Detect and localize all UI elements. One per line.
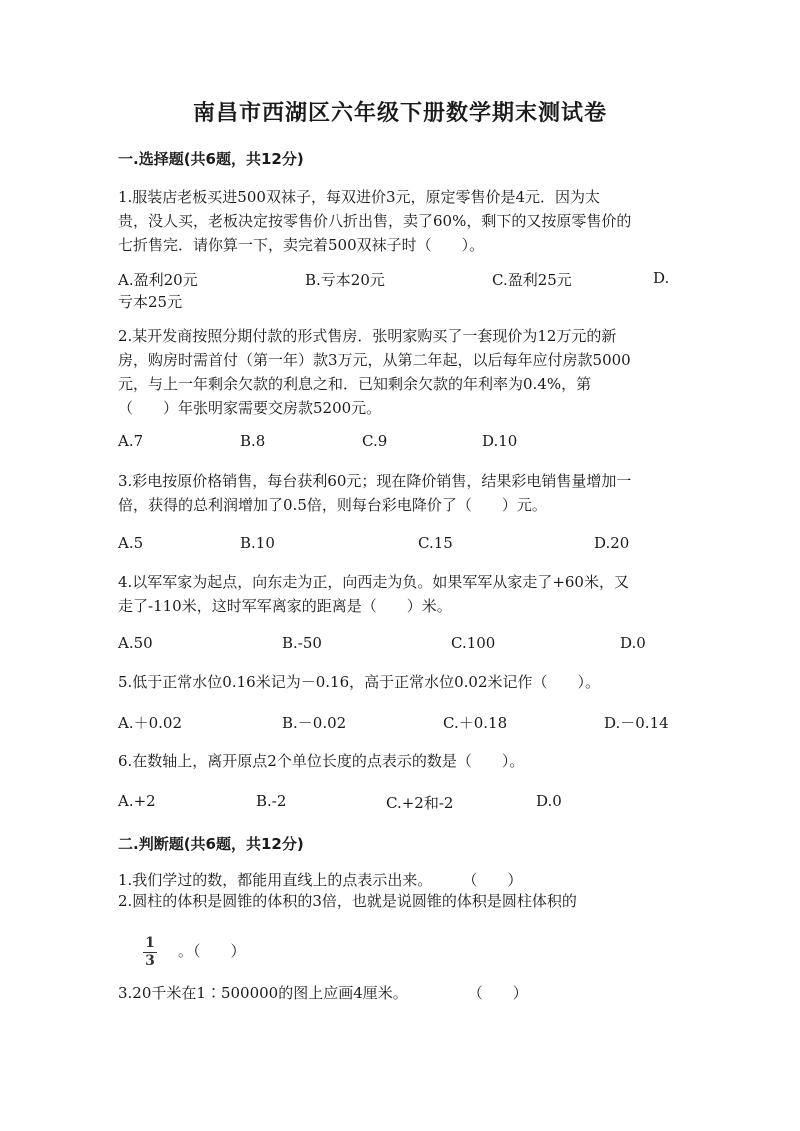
option-d[interactable]: D.－0.14 [604,714,669,732]
judgement-item-2: 2.圆柱的体积是圆锥的体积的3倍，也就是说圆锥的体积是圆柱体积的 [118,892,577,910]
option-a[interactable]: A.盈利20元 [118,271,198,289]
question-line: 1.服装店老板买进500双袜子，每双进价3元，原定零售价是4元．因为太 [118,188,601,206]
question-line: 贵，没人买，老板决定按零售价八折出售，卖了60%，剩下的又按原零售价的 [118,212,632,230]
option-d[interactable]: D.20 [594,534,630,552]
option-b[interactable]: B.10 [240,534,275,552]
section-heading-judgement: 二.判断题(共6题，共12分) [118,835,304,853]
option-c[interactable]: C.+2和-2 [386,794,454,812]
option-b[interactable]: B.－0.02 [282,714,347,732]
option-a[interactable]: A.+2 [118,792,156,810]
question-line: 倍，获得的总利润增加了0.5倍，则每台彩电降价了（ ）元。 [118,496,547,514]
question-1 [118,185,684,257]
option-c[interactable]: C.15 [418,534,453,552]
option-c[interactable]: C.9 [362,432,388,450]
question-3 [118,469,684,517]
option-a[interactable]: A.5 [118,534,144,552]
question-line: 七折售完．请你算一下，卖完着500双袜子时（ ）。 [118,236,485,254]
question-line: 2.某开发商按照分期付款的形式售房．张明家购买了一套现价为12万元的新 [118,327,617,345]
option-b[interactable]: B.-50 [282,634,322,652]
section-heading-choice: 一.选择题(共6题，共12分) [118,150,304,168]
question-line: 3.彩电按原价格销售，每台获利60元；现在降价销售，结果彩电销售量增加一 [118,472,632,490]
question-line: （ ）年张明家需要交房款5200元。 [118,399,382,417]
option-d[interactable]: D. [653,269,670,287]
question-2 [118,324,684,420]
question-6 [118,749,684,773]
fraction-denominator: 3 [145,953,155,969]
option-c[interactable]: C.盈利25元 [492,271,572,289]
option-a[interactable]: A.＋0.02 [118,714,182,732]
option-d[interactable]: D.0 [536,792,562,810]
option-d[interactable]: D.10 [482,432,518,450]
question-5 [118,670,684,694]
judgement-item-1: 1.我们学过的数，都能用直线上的点表示出来。 （ ） [118,871,523,889]
question-4 [118,570,684,618]
option-b[interactable]: B.8 [240,432,266,450]
judgement-item-2-blank: 。（ ） [178,942,246,960]
option-a[interactable]: A.50 [118,634,153,652]
option-b[interactable]: B.-2 [256,792,287,810]
question-line: 房，购房时需首付（第一年）款3万元，从第二年起，以后每年应付房款5000 [118,351,631,369]
fraction-one-third [143,936,157,969]
page-title: 南昌市西湖区六年级下册数学期末测试卷 [192,101,607,126]
option-b[interactable]: B.亏本20元 [305,271,385,289]
question-line: 元，与上一年剩余欠款的利息之和．已知剩余欠款的年利率为0.4%，第 [118,375,592,393]
fraction-numerator: 1 [145,935,155,951]
question-line: 6.在数轴上，离开原点2个单位长度的点表示的数是（ ）。 [118,752,525,770]
option-d-text[interactable]: 亏本25元 [118,293,183,311]
option-c[interactable]: C.＋0.18 [443,714,508,732]
question-line: 4.以军军家为起点，向东走为正，向西走为负。如果军军从家走了+60米，又 [118,573,629,591]
option-a[interactable]: A.7 [118,432,144,450]
option-c[interactable]: C.100 [451,634,496,652]
question-line: 走了-110米，这时军军离家的距离是（ ）米。 [118,597,452,615]
question-1-options [118,269,678,317]
question-line: 5.低于正常水位0.16米记为－0.16，高于正常水位0.02米记作（ ）。 [118,673,601,691]
judgement-item-3: 3.20千米在1∶500000的图上应画4厘米。 （ ） [118,984,528,1002]
option-d[interactable]: D.0 [620,634,646,652]
